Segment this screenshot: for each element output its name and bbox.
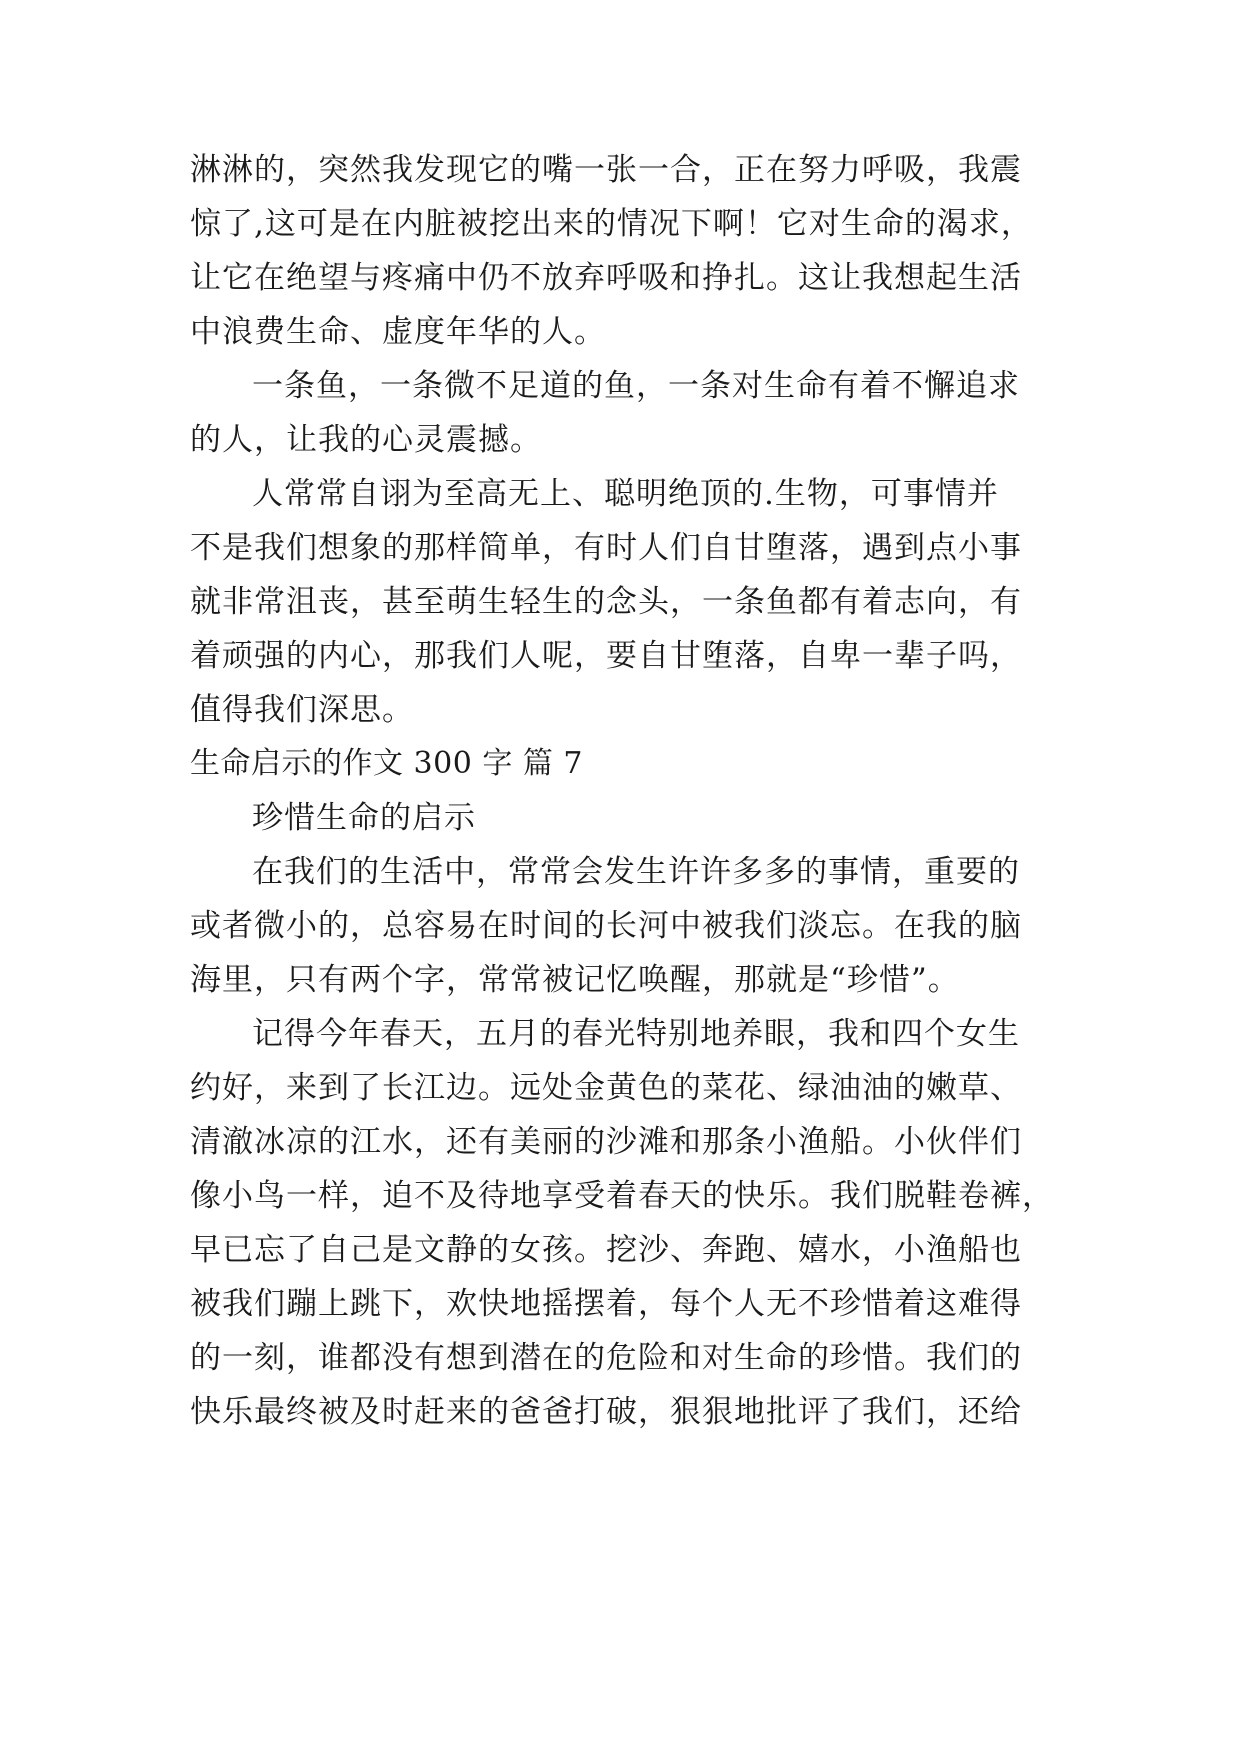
paragraph-line: 让它在绝望与疼痛中仍不放弃呼吸和挣扎。这让我想起生活 [190,260,1022,296]
paragraph-line: 的人，让我的心灵震撼。 [190,422,542,458]
paragraph-line: 淋淋的，突然我发现它的嘴一张一合，正在努力呼吸，我震 [190,152,1022,188]
paragraph-line: 一条鱼，一条微不足道的鱼，一条对生命有着不懈追求 [252,368,1020,404]
paragraph-line: 约好，来到了长江边。远处金黄色的菜花、绿油油的嫩草、 [190,1070,1022,1106]
paragraph-line: 人常常自诩为至高无上、聪明绝顶的.生物，可事情并 [252,476,999,512]
paragraph-line: 清澈冰凉的江水，还有美丽的沙滩和那条小渔船。小伙伴们 [190,1124,1022,1160]
paragraph-line: 快乐最终被及时赶来的爸爸打破，狠狠地批评了我们，还给 [190,1394,1022,1430]
paragraph-line: 着顽强的内心，那我们人呢，要自甘堕落，自卑一辈子吗， [190,638,1022,674]
paragraph-line: 早已忘了自己是文静的女孩。挖沙、奔跑、嬉水，小渔船也 [190,1232,1022,1268]
paragraph-line: 或者微小的，总容易在时间的长河中被我们淡忘。在我的脑 [190,908,1022,944]
essay-title: 珍惜生命的启示 [252,800,476,836]
paragraph-line: 海里，只有两个字，常常被记忆唤醒，那就是“珍惜”。 [190,962,960,998]
paragraph-line: 惊了,这可是在内脏被挖出来的情况下啊！它对生命的渴求， [190,206,1033,242]
paragraph-line: 的一刻，谁都没有想到潜在的危险和对生命的珍惜。我们的 [190,1340,1022,1376]
paragraph-line: 像小鸟一样，迫不及待地享受着春天的快乐。我们脱鞋卷裤， [190,1178,1054,1214]
paragraph-line: 就非常沮丧，甚至萌生轻生的念头，一条鱼都有着志向，有 [190,584,1022,620]
paragraph-line: 值得我们深思。 [190,692,414,728]
paragraph-line: 中浪费生命、虚度年华的人。 [190,314,606,350]
section-heading: 生命启示的作文 300 字 篇 7 [190,746,583,781]
paragraph-line: 被我们蹦上跳下，欢快地摇摆着，每个人无不珍惜着这难得 [190,1286,1022,1322]
paragraph-line: 记得今年春天，五月的春光特别地养眼，我和四个女生 [252,1016,1020,1052]
paragraph-line: 在我们的生活中，常常会发生许许多多的事情，重要的 [252,854,1020,890]
paragraph-line: 不是我们想象的那样简单，有时人们自甘堕落，遇到点小事 [190,530,1022,566]
